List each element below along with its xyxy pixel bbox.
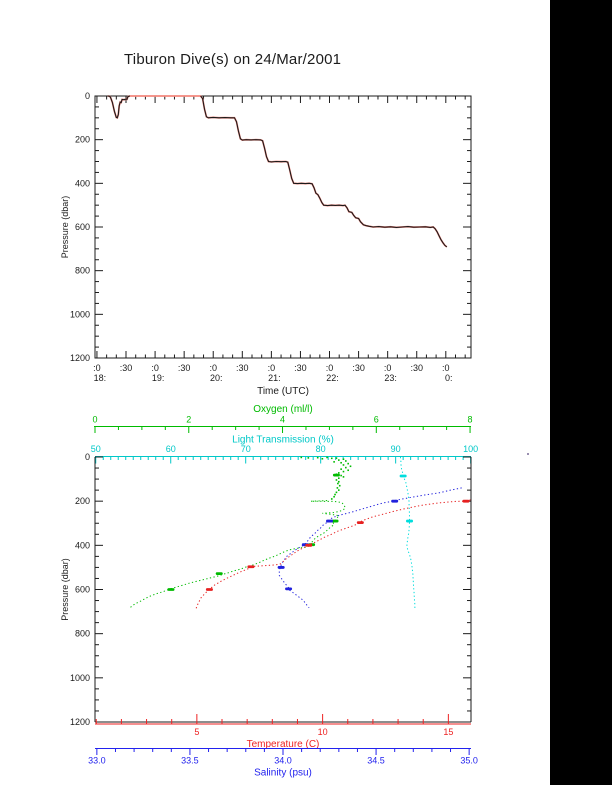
time-tick-label: :0 [325, 363, 334, 373]
hour-tick-label: 18: [93, 373, 107, 383]
salinity-tick-label: 34.0 [274, 755, 292, 766]
time-tick-label: :30 [236, 363, 249, 373]
oxygen-clump [167, 588, 174, 591]
oxygen-scatter-dot [331, 458, 333, 460]
salinity-tick-label: 33.5 [181, 755, 199, 766]
light-transmission-clump [406, 520, 413, 523]
hour-tick-label: 22: [326, 373, 339, 383]
temperature-profile-trace [196, 500, 470, 610]
temperature-clump [305, 544, 312, 547]
oxygen-scatter-dot [336, 492, 338, 494]
oxygen-scatter-dot [337, 483, 339, 485]
oxygen-tick-label: 0 [92, 414, 98, 425]
oxygen-scatter-dot [317, 457, 319, 459]
light-axis-title: Light Transmission (%) [232, 434, 334, 446]
temperature-axis-title: Temperature (C) [246, 739, 320, 750]
pressure-tick-label: 600 [74, 222, 90, 232]
oxygen-profile-trace [129, 501, 345, 609]
salinity-axis-title: Salinity (psu) [254, 767, 312, 779]
pressure-tick-label: 1200 [69, 353, 90, 363]
pressure-tick-label: 600 [74, 584, 90, 595]
oxygen-scatter-dot [340, 468, 342, 470]
light-tick-label: 70 [240, 444, 251, 454]
oxygen-scatter-dot [331, 498, 333, 500]
pressure-axis-title-bottom: Pressure (dbar) [60, 558, 70, 621]
oxygen-tick-label: 2 [186, 414, 192, 425]
oxygen-scatter-dot [336, 479, 338, 481]
dive-profile-raw-line [108, 96, 447, 247]
oxygen-scatter-dot [345, 467, 347, 469]
hour-tick-label: 19: [151, 373, 165, 383]
oxygen-axis-title: Oxygen (ml/l) [253, 404, 313, 415]
oxygen-scatter-dot [340, 475, 342, 477]
oxygen-tick-label: 8 [467, 414, 473, 425]
temperature-tick-label: 10 [317, 727, 328, 737]
time-tick-label: :0 [93, 363, 101, 373]
oxygen-scatter-dot [322, 458, 324, 460]
oxygen-scatter-dot [333, 496, 335, 498]
oxygen-scatter-dot [343, 458, 345, 460]
pressure-tick-label: 200 [74, 496, 90, 507]
oxygen-scatter-dot [347, 463, 349, 465]
time-tick-label: :0 [209, 363, 217, 373]
temperature-tick-label: 5 [194, 727, 200, 737]
oxygen-clump [333, 474, 340, 477]
salinity-clump [391, 500, 398, 503]
time-tick-label: :0 [151, 363, 159, 373]
page-title: Tiburon Dive(s) on 24/Mar/2001 [124, 51, 342, 68]
temperature-clump [206, 588, 213, 591]
oxygen-scatter-dot [338, 472, 340, 474]
temperature-tick-label: 15 [443, 727, 454, 737]
time-tick-label: :0 [267, 363, 276, 373]
oxygen-tick-label: 4 [280, 414, 286, 425]
stray-pixel-artifact [527, 453, 529, 455]
oxygen-scatter-dot [333, 461, 335, 463]
hour-tick-label: 20: [209, 373, 223, 383]
pressure-tick-label: 200 [74, 134, 90, 145]
dive-profile-line-seg1 [108, 96, 130, 118]
oxygen-scatter-dot [343, 476, 345, 478]
oxygen-scatter-dot [334, 494, 336, 496]
oxygen-scatter-dot [338, 481, 340, 483]
salinity-clump [326, 520, 333, 523]
oxygen-scatter-dot [345, 460, 347, 462]
oxygen-scatter-dot [343, 464, 345, 466]
salinity-tick-label: 33.0 [88, 755, 106, 766]
light-tick-label: 90 [390, 444, 401, 454]
light-tick-label: 80 [315, 444, 326, 454]
hour-tick-label: 0: [445, 373, 453, 383]
oxygen-scatter-dot [336, 457, 338, 459]
light-tick-label: 60 [165, 444, 176, 454]
pressure-tick-label: 800 [74, 265, 90, 276]
salinity-clump [285, 587, 292, 590]
temperature-clump [462, 500, 469, 503]
pressure-tick-label: 400 [74, 540, 90, 551]
salinity-profile-trace [279, 488, 461, 608]
pressure-tick-label: 0 [84, 452, 90, 462]
time-tick-label: :30 [352, 363, 365, 373]
light-tick-label: 100 [463, 444, 479, 454]
salinity-clump [278, 566, 285, 569]
time-tick-label: :30 [410, 363, 423, 373]
light-transmission-clump [400, 475, 407, 478]
time-tick-label: :30 [294, 363, 307, 373]
oxygen-scatter-dot [339, 485, 341, 487]
temperature-clump [247, 565, 254, 568]
hour-tick-label: 23: [384, 373, 397, 383]
salinity-tick-label: 34.5 [367, 755, 385, 766]
right-black-border [550, 0, 612, 785]
oxygen-clump [216, 572, 223, 575]
pressure-tick-label: 1000 [69, 672, 90, 683]
oxygen-scatter-dot [337, 487, 339, 489]
time-tick-label: :30 [119, 363, 133, 373]
hour-tick-label: 21: [268, 373, 281, 383]
oxygen-scatter-dot [347, 469, 349, 471]
time-tick-label: :30 [177, 363, 191, 373]
oxygen-scatter-dot [343, 471, 345, 473]
oxygen-scatter-dot [326, 457, 328, 459]
pressure-tick-label: 1200 [69, 717, 90, 727]
temperature-clump [357, 521, 364, 524]
oxygen-scatter-dot [300, 457, 302, 459]
oxygen-scatter-dot [308, 457, 310, 459]
pressure-tick-label: 800 [74, 628, 90, 639]
oxygen-scatter-dot [338, 459, 340, 461]
pressure-tick-label: 0 [84, 91, 90, 101]
salinity-tick-label: 35.0 [460, 755, 478, 766]
oxygen-scatter-dot [338, 489, 340, 491]
time-axis-title: Time (UTC) [257, 386, 309, 397]
pressure-axis-title-top: Pressure (dbar) [60, 195, 70, 259]
oxygen-scatter-dot [350, 465, 352, 467]
time-tick-label: :0 [383, 363, 392, 373]
time-tick-label: :0 [442, 363, 450, 373]
oxygen-scatter-dot [338, 477, 340, 479]
oxygen-tick-label: 6 [373, 414, 379, 425]
pressure-tick-label: 1000 [69, 309, 90, 320]
dive-profile-line-seg2 [201, 96, 447, 247]
light-transmission-profile-trace [401, 457, 416, 609]
light-tick-label: 50 [90, 444, 101, 454]
pressure-tick-label: 400 [74, 178, 90, 189]
oxygen-scatter-dot [340, 462, 342, 464]
